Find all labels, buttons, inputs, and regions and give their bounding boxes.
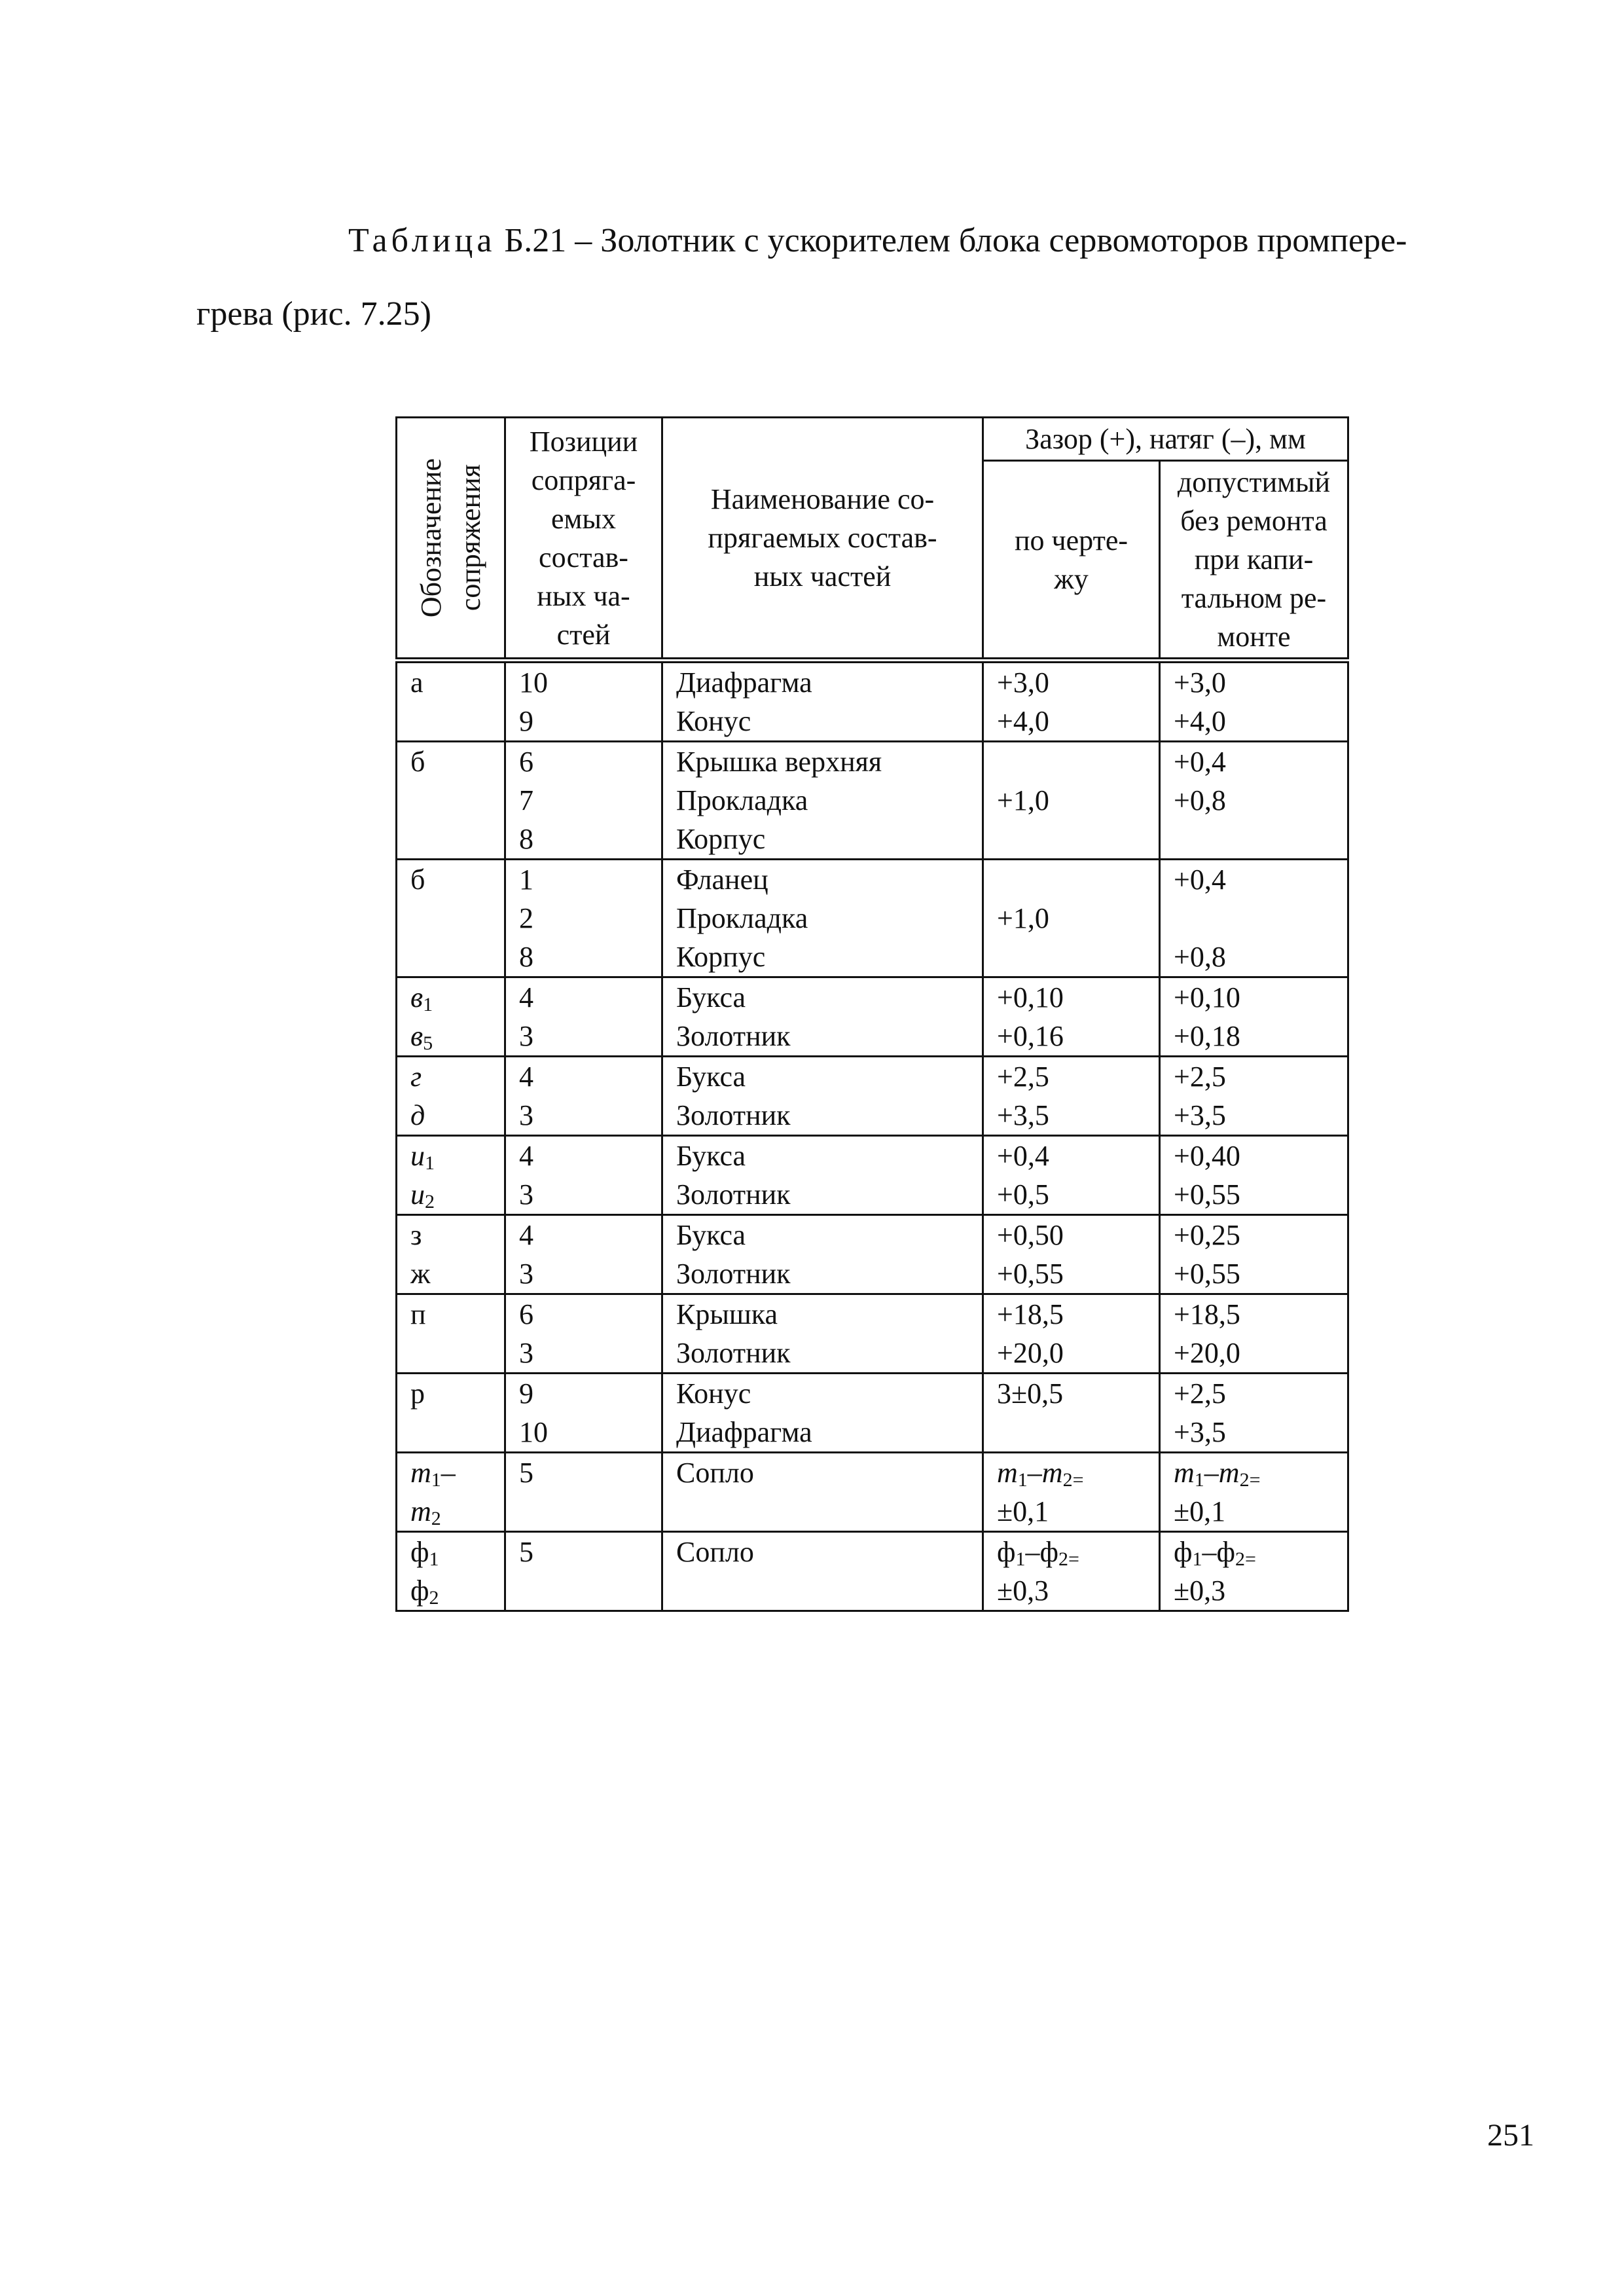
cell-line: 6 [519,746,533,778]
cell-line: Сопло [676,1457,754,1489]
positions-cell [505,1374,662,1453]
cell-line: +0,4 [1174,864,1226,896]
cell-line: Корпус [676,823,766,855]
symbol: ф [1216,1536,1236,1568]
cell-line: 4 [519,1140,533,1172]
table-row [397,1532,1348,1611]
table-row [397,1057,1348,1136]
cell-line: +3,5 [1174,1416,1226,1448]
cell-line: 4 [519,981,533,1013]
cell-line [410,1453,504,1492]
part-name-cell [662,742,983,860]
symbol: и [410,1178,425,1211]
positions-cell [505,1453,662,1532]
designation-cell [397,860,505,977]
cell-line [997,938,1159,976]
cell-line [676,1492,982,1531]
cell-line [997,860,1159,899]
allowable-gap-cell [1160,1374,1348,1453]
subscript: 1 [423,994,433,1015]
cell-line: 4 [519,1061,533,1093]
symbol: ф [410,1575,429,1607]
cell-line: б [410,746,425,778]
cell-line [410,1096,504,1135]
cell-line: 3 [519,1178,533,1211]
allowable-gap-cell [1160,1215,1348,1294]
cell-line: +2,5 [1174,1061,1226,1093]
page-number: 251 [1487,2118,1534,2153]
cell-line: а [410,666,424,699]
header-by-drawing: по черте- жу [983,461,1160,661]
cell-line: 5 [519,1536,533,1568]
drawing-gap-cell [983,661,1160,742]
positions-cell [505,661,662,742]
cell-line: Фланец [676,864,768,896]
table-row [397,1453,1348,1532]
drawing-gap-cell [983,1294,1160,1374]
cell-line: Диафрагма [676,666,812,699]
symbol: т [997,1457,1018,1489]
dash: – [1202,1536,1217,1568]
cell-line: Букса [676,981,746,1013]
drawing-gap-cell [983,1136,1160,1215]
cell-line: Золотник [676,1020,791,1052]
cell-line: 3 [519,1020,533,1052]
cell-line: 9 [519,1377,533,1410]
designation-cell [397,742,505,860]
table-row [397,661,1348,742]
table-row [397,1215,1348,1294]
cell-line: +3,0 [997,666,1049,699]
cell-line: Крышка [676,1298,778,1330]
drawing-gap-cell [983,977,1160,1057]
symbol: в [410,981,424,1013]
cell-line: Крышка верхняя [676,746,882,778]
designation-cell [397,661,505,742]
subscript: 2 [425,1191,435,1212]
designation-cell [397,1136,505,1215]
cell-line: Золотник [676,1178,791,1211]
cell-line: 3±0,5 [997,1377,1064,1410]
cell-line: 3 [519,1337,533,1369]
part-name-cell [662,860,983,977]
symbol: ф [1039,1536,1059,1568]
cell-line: Букса [676,1140,746,1172]
cell-line [1174,1533,1347,1571]
cell-line: 1 [519,864,533,896]
drawing-gap-cell [983,1532,1160,1611]
allowable-gap-cell [1160,1057,1348,1136]
cell-line: 8 [519,823,533,855]
cell-line: +18,5 [997,1298,1064,1330]
allowable-gap-cell [1160,860,1348,977]
designation-cell [397,1532,505,1611]
cell-line: +0,10 [1174,981,1240,1013]
cell-line [410,1017,504,1055]
cell-line [410,1175,504,1214]
cell-line: 10 [519,1416,548,1448]
positions-cell [505,1294,662,1374]
cell-line: 2 [519,902,533,934]
subscript: 1 [425,1152,435,1174]
designation-cell [397,1453,505,1532]
positions-cell [505,1215,662,1294]
table-caption [196,204,1545,351]
cell-line: Конус [676,1377,751,1410]
table-row [397,742,1348,860]
symbol: в [410,1020,424,1052]
header-gap-interference: Зазор (+), натяг (–), мм [983,418,1348,461]
symbol: и [410,1140,425,1172]
dash: – [441,1457,456,1489]
part-name-cell [662,1215,983,1294]
cell-line [997,1533,1159,1571]
table-row [397,1374,1348,1453]
table-row [397,977,1348,1057]
cell-line: +3,0 [1174,666,1226,699]
part-name-cell [662,1532,983,1611]
subscript: 1 [431,1469,441,1491]
symbol: ф [1174,1536,1193,1568]
cell-line [410,1057,504,1096]
cell-line: +20,0 [997,1337,1064,1369]
subscript: 1 [1192,1548,1202,1570]
cell-line: Букса [676,1061,746,1093]
allowable-gap-cell [1160,1532,1348,1611]
cell-line: ж [410,1258,431,1290]
subscript: 2 [429,1587,439,1609]
part-name-cell [662,1374,983,1453]
cell-line [410,1533,504,1571]
positions-cell [505,1057,662,1136]
cell-line: Золотник [676,1337,791,1369]
symbol: т [1041,1457,1063,1489]
cell-line: +0,55 [1174,1258,1240,1290]
cell-line: +0,40 [1174,1140,1240,1172]
cell-line [997,1453,1159,1492]
part-name-cell [662,977,983,1057]
subscript: 2= [1058,1548,1079,1570]
dash: – [1204,1457,1219,1489]
allowable-gap-cell [1160,977,1348,1057]
positions-cell [505,742,662,860]
cell-line: +0,10 [997,981,1064,1013]
cell-line: Диафрагма [676,1416,812,1448]
header-part-names: Наименование со- прягаемых состав- ных частей [662,418,983,661]
cell-line: +0,18 [1174,1020,1240,1052]
subscript: 1 [1194,1469,1204,1491]
cell-line [410,1571,504,1610]
cell-line: +1,0 [997,784,1049,816]
gap-fit-table [395,416,1349,1612]
symbol: т [410,1457,431,1489]
symbol: г [410,1061,422,1093]
allowable-gap-cell [1160,661,1348,742]
cell-line: +4,0 [1174,705,1226,737]
cell-line: ±0,1 [1174,1495,1226,1527]
cell-line: +0,55 [1174,1178,1240,1211]
cell-line: Золотник [676,1258,791,1290]
cell-line: 9 [519,705,533,737]
symbol: т [1218,1457,1240,1489]
cell-line: +2,5 [1174,1377,1226,1410]
cell-line: +0,50 [997,1219,1064,1251]
allowable-gap-cell [1160,1453,1348,1532]
caption-label: Таблица [348,222,496,259]
drawing-gap-cell [983,1057,1160,1136]
allowable-gap-cell [1160,1294,1348,1374]
designation-cell [397,1057,505,1136]
cell-line: 5 [519,1457,533,1489]
subscript: 2= [1235,1548,1256,1570]
cell-line [997,742,1159,781]
cell-line [410,978,504,1017]
cell-line [997,1413,1159,1451]
cell-line: 3 [519,1099,533,1131]
subscript: 1 [1015,1548,1026,1570]
symbol: т [410,1495,431,1527]
cell-line: з [410,1219,422,1251]
cell-line [519,1571,661,1610]
drawing-gap-cell [983,1215,1160,1294]
cell-line: б [410,864,425,896]
cell-line: +0,25 [1174,1219,1240,1251]
drawing-gap-cell [983,860,1160,977]
cell-line: +0,8 [1174,941,1226,973]
cell-line: +0,8 [1174,784,1226,816]
cell-line: Букса [676,1219,746,1251]
table-body [397,661,1348,1611]
cell-line: +0,4 [1174,746,1226,778]
cell-line: 7 [519,784,533,816]
symbol: т [1174,1457,1195,1489]
header-positions: Позиции сопряга- емых состав- ных ча- стей [505,418,662,661]
cell-line [1174,1453,1347,1492]
caption-text: Б.21 – Золотник с ускорителем блока сервомоторов промпере- [504,222,1407,259]
subscript: 2= [1062,1469,1084,1491]
cell-line: р [410,1377,425,1410]
subscript: 1 [1017,1469,1028,1491]
cell-line: +2,5 [997,1061,1049,1093]
cell-line [410,1492,504,1531]
header-designation: Обозначение сопряжения [397,418,505,661]
cell-line [997,820,1159,858]
allowable-gap-cell [1160,1136,1348,1215]
cell-line: Золотник [676,1099,791,1131]
cell-line: +20,0 [1174,1337,1240,1369]
dash: – [1025,1536,1040,1568]
cell-line: +3,5 [997,1099,1049,1131]
positions-cell [505,1136,662,1215]
drawing-gap-cell [983,1374,1160,1453]
cell-line: +0,55 [997,1258,1064,1290]
cell-line [410,1137,504,1175]
cell-line: +18,5 [1174,1298,1240,1330]
cell-line: 10 [519,666,548,699]
positions-cell [505,977,662,1057]
designation-cell [397,1374,505,1453]
table-row [397,860,1348,977]
drawing-gap-cell [983,1453,1160,1532]
cell-line: +1,0 [997,902,1049,934]
positions-cell [505,860,662,977]
subscript: 1 [429,1548,439,1570]
cell-line: +0,4 [997,1140,1049,1172]
cell-line: +4,0 [997,705,1049,737]
symbol: ф [997,1536,1016,1568]
cell-line: +3,5 [1174,1099,1226,1131]
part-name-cell [662,1136,983,1215]
cell-line: ±0,1 [997,1495,1049,1527]
cell-line: 8 [519,941,533,973]
cell-line: +0,16 [997,1020,1064,1052]
part-name-cell [662,661,983,742]
drawing-gap-cell [983,742,1160,860]
cell-line: 6 [519,1298,533,1330]
cell-line: Прокладка [676,784,808,816]
subscript: 2 [431,1508,441,1529]
header-allowable: допустимый без ремонта при капи- тальном ре- монте [1160,461,1348,661]
designation-cell [397,977,505,1057]
cell-line: Корпус [676,941,766,973]
cell-line [1174,820,1347,858]
designation-cell [397,1294,505,1374]
designation-cell [397,1215,505,1294]
subscript: 5 [423,1032,433,1054]
table-row [397,1294,1348,1374]
cell-line: Сопло [676,1536,754,1568]
part-name-cell [662,1294,983,1374]
positions-cell [505,1532,662,1611]
cell-line: 4 [519,1219,533,1251]
cell-line: п [410,1298,426,1330]
cell-line: Конус [676,705,751,737]
cell-line: +0,5 [997,1178,1049,1211]
cell-line: ±0,3 [997,1575,1049,1607]
symbol: д [410,1099,425,1131]
cell-line [519,1492,661,1531]
table-row [397,1136,1348,1215]
subscript: 2= [1239,1469,1261,1491]
cell-line: ±0,3 [1174,1575,1226,1607]
cell-line: 3 [519,1258,533,1290]
cell-line [676,1571,982,1610]
dash: – [1027,1457,1042,1489]
cell-line: Прокладка [676,902,808,934]
caption-continuation: грева (рис. 7.25) [196,295,431,333]
part-name-cell [662,1057,983,1136]
cell-line [1174,899,1347,938]
symbol: ф [410,1536,429,1568]
allowable-gap-cell [1160,742,1348,860]
part-name-cell [662,1453,983,1532]
